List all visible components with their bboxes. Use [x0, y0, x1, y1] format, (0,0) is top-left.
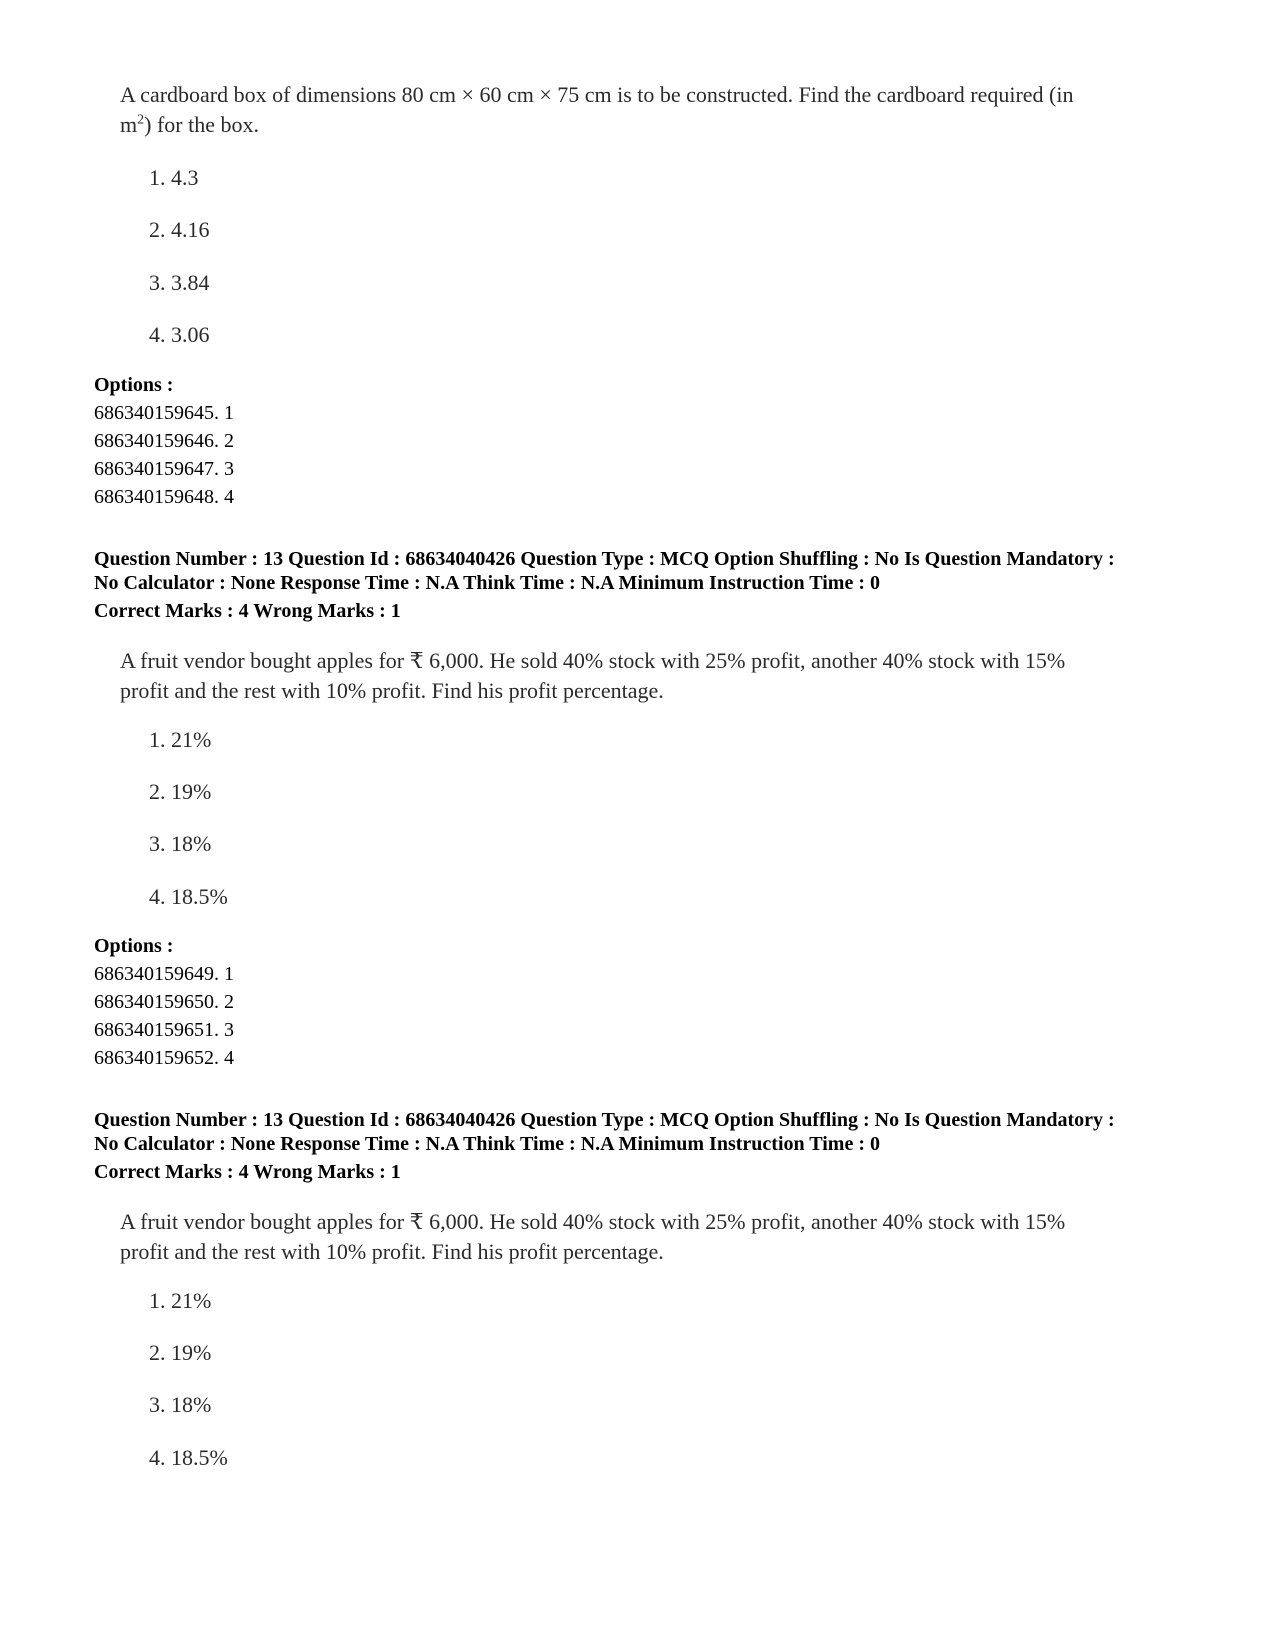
choice-1: 1. 21%: [149, 727, 212, 752]
question-meta-line-1: Question Number : 13 Question Id : 68634040426 Question Type : MCQ Option Shuffling : No Is Question Mandatory :: [94, 548, 1115, 570]
choice-1: 1. 21%: [149, 1288, 212, 1313]
question-text-prefix: A cardboard box of dimensions 80 cm × 60 cm × 75 cm is to be constructed. Find the cardboard required (in: [120, 82, 1074, 107]
option-id-4: 686340159652. 4: [94, 1047, 234, 1069]
question-text: [120, 1207, 1180, 1267]
question-meta-line-2: No Calculator : None Response Time : N.A Think Time : N.A Minimum Instruction Time : 0: [94, 1133, 880, 1155]
choice-2: 2. 4.16: [149, 217, 210, 242]
options-label: Options :: [94, 935, 174, 957]
question-unit-exponent: 2: [137, 112, 145, 128]
choice-3: 3. 18%: [149, 831, 212, 856]
choice-3: 3. 18%: [149, 1392, 212, 1417]
option-id-1: 686340159649. 1: [94, 963, 234, 985]
option-id-3: 686340159651. 3: [94, 1019, 234, 1041]
question-text-line-1: A fruit vendor bought apples for ₹ 6,000. He sold 40% stock with 25% profit, another 40% stock with 15%: [120, 648, 1066, 673]
options-label: Options :: [94, 374, 174, 396]
question-text-line-1: A fruit vendor bought apples for ₹ 6,000. He sold 40% stock with 25% profit, another 40% stock with 15%: [120, 1209, 1066, 1234]
option-id-4: 686340159648. 4: [94, 486, 234, 508]
question-text-suffix: ) for the box.: [144, 112, 259, 137]
question-meta-line-2: No Calculator : None Response Time : N.A Think Time : N.A Minimum Instruction Time : 0: [94, 572, 880, 594]
choice-4: 4. 3.06: [149, 322, 210, 347]
question-text-line-2: profit and the rest with 10% profit. Find his profit percentage.: [120, 678, 664, 703]
choice-1: 1. 4.3: [149, 165, 199, 190]
option-id-2: 686340159650. 2: [94, 991, 234, 1013]
question-text-line-2: profit and the rest with 10% profit. Find his profit percentage.: [120, 1239, 664, 1264]
choice-2: 2. 19%: [149, 1340, 212, 1365]
choice-4: 4. 18.5%: [149, 1445, 228, 1470]
question-text: [120, 80, 1180, 140]
option-id-3: 686340159647. 3: [94, 458, 234, 480]
question-meta-line-1: Question Number : 13 Question Id : 68634040426 Question Type : MCQ Option Shuffling : No Is Question Mandatory :: [94, 1109, 1115, 1131]
choice-2: 2. 19%: [149, 779, 212, 804]
choice-3: 3. 3.84: [149, 270, 210, 295]
option-id-1: 686340159645. 1: [94, 402, 234, 424]
question-text: [120, 646, 1180, 706]
choice-4: 4. 18.5%: [149, 884, 228, 909]
option-id-2: 686340159646. 2: [94, 430, 234, 452]
question-unit: m: [120, 112, 138, 137]
question-marks: Correct Marks : 4 Wrong Marks : 1: [94, 600, 401, 622]
question-marks: Correct Marks : 4 Wrong Marks : 1: [94, 1161, 401, 1183]
